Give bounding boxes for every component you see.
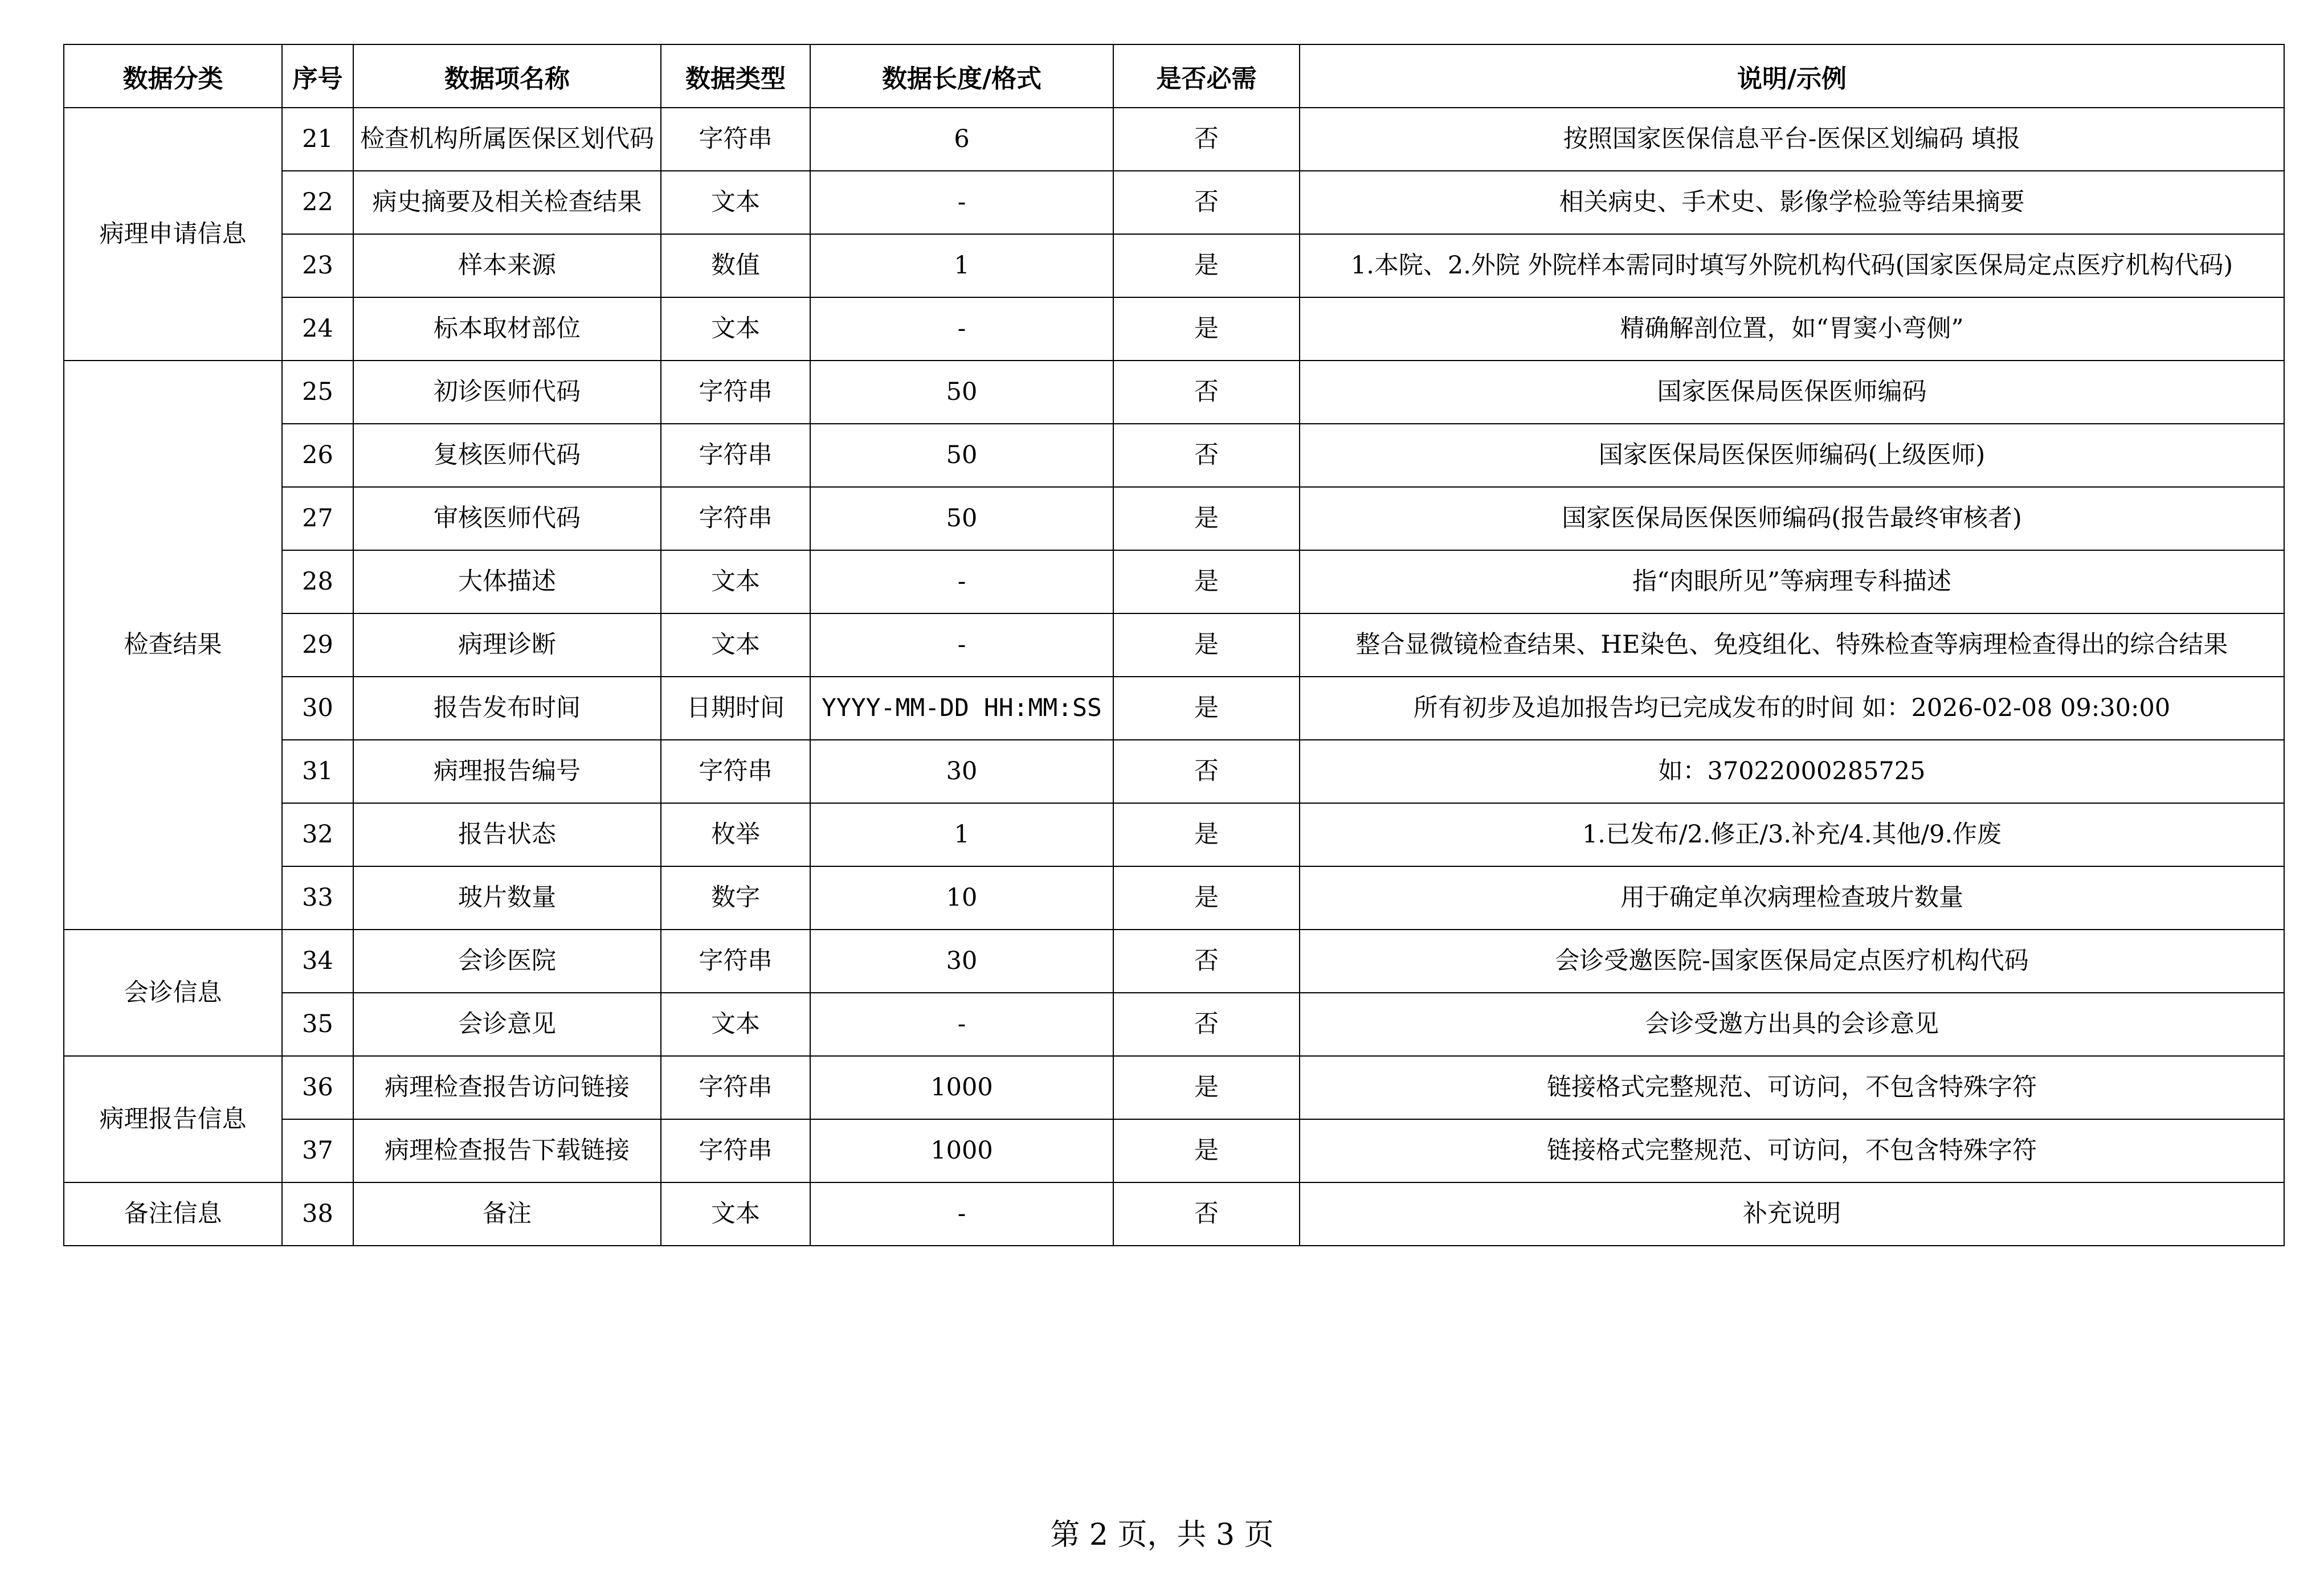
cell-type: 文本 — [661, 550, 810, 613]
cell-desc: 会诊受邀医院-国家医保局定点医疗机构代码 — [1300, 930, 2284, 993]
cell-length: 10 — [810, 866, 1113, 930]
cell-type: 文本 — [661, 297, 810, 361]
table-row — [64, 297, 2284, 361]
cell-category: 备注信息 — [64, 1182, 282, 1246]
cell-type: 数值 — [661, 234, 810, 297]
cell-required: 否 — [1113, 171, 1300, 234]
table-row — [64, 108, 2284, 171]
cell-length: YYYY-MM-DD HH:MM:SS — [810, 677, 1113, 740]
cell-desc: 相关病史、手术史、影像学检验等结果摘要 — [1300, 171, 2284, 234]
cell-seq: 25 — [282, 361, 353, 424]
cell-name: 病理诊断 — [353, 613, 661, 677]
cell-length: 1000 — [810, 1119, 1113, 1182]
cell-seq: 31 — [282, 740, 353, 803]
cell-type: 字符串 — [661, 361, 810, 424]
cell-name: 病理检查报告下载链接 — [353, 1119, 661, 1182]
cell-name: 玻片数量 — [353, 866, 661, 930]
header-length: 数据长度/格式 — [810, 44, 1113, 108]
cell-name: 复核医师代码 — [353, 424, 661, 487]
table-row — [64, 361, 2284, 424]
cell-seq: 29 — [282, 613, 353, 677]
cell-name: 备注 — [353, 1182, 661, 1246]
cell-seq: 32 — [282, 803, 353, 866]
cell-seq: 34 — [282, 930, 353, 993]
table-row — [64, 613, 2284, 677]
cell-seq: 35 — [282, 993, 353, 1056]
cell-required: 是 — [1113, 487, 1300, 550]
header-type: 数据类型 — [661, 44, 810, 108]
cell-name: 会诊意见 — [353, 993, 661, 1056]
cell-required: 否 — [1113, 930, 1300, 993]
cell-seq: 36 — [282, 1056, 353, 1119]
cell-type: 字符串 — [661, 930, 810, 993]
cell-required: 是 — [1113, 1056, 1300, 1119]
table-row — [64, 740, 2284, 803]
cell-length: 50 — [810, 487, 1113, 550]
cell-type: 文本 — [661, 171, 810, 234]
cell-desc: 按照国家医保信息平台-医保区划编码 填报 — [1300, 108, 2284, 171]
cell-type: 字符串 — [661, 1056, 810, 1119]
cell-desc: 补充说明 — [1300, 1182, 2284, 1246]
cell-desc: 所有初步及追加报告均已完成发布的时间 如：2026-02-08 09:30:00 — [1300, 677, 2284, 740]
cell-required: 否 — [1113, 108, 1300, 171]
cell-length: 1 — [810, 803, 1113, 866]
cell-type: 字符串 — [661, 424, 810, 487]
cell-name: 病史摘要及相关检查结果 — [353, 171, 661, 234]
cell-length: - — [810, 1182, 1113, 1246]
table-row — [64, 803, 2284, 866]
cell-type: 文本 — [661, 993, 810, 1056]
cell-seq: 38 — [282, 1182, 353, 1246]
cell-name: 审核医师代码 — [353, 487, 661, 550]
cell-required: 是 — [1113, 550, 1300, 613]
cell-name: 检查机构所属医保区划代码 — [353, 108, 661, 171]
cell-name: 标本取材部位 — [353, 297, 661, 361]
cell-seq: 27 — [282, 487, 353, 550]
table-row — [64, 930, 2284, 993]
cell-desc: 链接格式完整规范、可访问，不包含特殊字符 — [1300, 1056, 2284, 1119]
header-required: 是否必需 — [1113, 44, 1300, 108]
cell-required: 是 — [1113, 677, 1300, 740]
header-name: 数据项名称 — [353, 44, 661, 108]
header-desc: 说明/示例 — [1300, 44, 2284, 108]
cell-seq: 24 — [282, 297, 353, 361]
table-row — [64, 993, 2284, 1056]
cell-name: 初诊医师代码 — [353, 361, 661, 424]
cell-required: 是 — [1113, 1119, 1300, 1182]
cell-category: 检查结果 — [64, 361, 282, 930]
cell-desc: 国家医保局医保医师编码(上级医师) — [1300, 424, 2284, 487]
cell-required: 否 — [1113, 424, 1300, 487]
cell-seq: 21 — [282, 108, 353, 171]
table-row — [64, 866, 2284, 930]
header-seq: 序号 — [282, 44, 353, 108]
cell-type: 字符串 — [661, 1119, 810, 1182]
cell-length: - — [810, 171, 1113, 234]
cell-type: 字符串 — [661, 487, 810, 550]
cell-required: 是 — [1113, 234, 1300, 297]
cell-seq: 23 — [282, 234, 353, 297]
cell-desc: 用于确定单次病理检查玻片数量 — [1300, 866, 2284, 930]
cell-length: 30 — [810, 930, 1113, 993]
cell-required: 是 — [1113, 866, 1300, 930]
cell-length: 1 — [810, 234, 1113, 297]
cell-type: 文本 — [661, 1182, 810, 1246]
table-row — [64, 550, 2284, 613]
table-row — [64, 1056, 2284, 1119]
cell-length: - — [810, 297, 1113, 361]
cell-desc: 如：37022000285725 — [1300, 740, 2284, 803]
cell-type: 日期时间 — [661, 677, 810, 740]
table-header-row — [64, 44, 2284, 108]
cell-name: 会诊医院 — [353, 930, 661, 993]
cell-desc: 国家医保局医保医师编码 — [1300, 361, 2284, 424]
cell-name: 报告发布时间 — [353, 677, 661, 740]
cell-type: 枚举 — [661, 803, 810, 866]
cell-seq: 37 — [282, 1119, 353, 1182]
cell-name: 大体描述 — [353, 550, 661, 613]
table-row — [64, 424, 2284, 487]
cell-length: 50 — [810, 424, 1113, 487]
cell-category: 病理报告信息 — [64, 1056, 282, 1182]
cell-required: 否 — [1113, 1182, 1300, 1246]
cell-category: 会诊信息 — [64, 930, 282, 1056]
cell-desc: 整合显微镜检查结果、HE染色、免疫组化、特殊检查等病理检查得出的综合结果 — [1300, 613, 2284, 677]
table-body — [64, 108, 2284, 1246]
page-footer: 第 2 页，共 3 页 — [1050, 1518, 1274, 1552]
cell-required: 是 — [1113, 803, 1300, 866]
cell-seq: 30 — [282, 677, 353, 740]
cell-seq: 22 — [282, 171, 353, 234]
cell-desc: 会诊受邀方出具的会诊意见 — [1300, 993, 2284, 1056]
cell-name: 报告状态 — [353, 803, 661, 866]
table-row — [64, 1119, 2284, 1182]
cell-desc: 1.本院、2.外院 外院样本需同时填写外院机构代码(国家医保局定点医疗机构代码) — [1300, 234, 2284, 297]
cell-desc: 链接格式完整规范、可访问，不包含特殊字符 — [1300, 1119, 2284, 1182]
cell-required: 是 — [1113, 613, 1300, 677]
cell-seq: 26 — [282, 424, 353, 487]
cell-type: 字符串 — [661, 108, 810, 171]
cell-required: 否 — [1113, 361, 1300, 424]
table-row — [64, 677, 2284, 740]
cell-type: 字符串 — [661, 740, 810, 803]
cell-desc: 精确解剖位置，如“胃窦小弯侧” — [1300, 297, 2284, 361]
table-row — [64, 487, 2284, 550]
header-category: 数据分类 — [64, 44, 282, 108]
cell-length: - — [810, 613, 1113, 677]
cell-required: 否 — [1113, 740, 1300, 803]
cell-name: 样本来源 — [353, 234, 661, 297]
cell-length: - — [810, 993, 1113, 1056]
cell-length: 6 — [810, 108, 1113, 171]
cell-name: 病理检查报告访问链接 — [353, 1056, 661, 1119]
data-spec-table — [63, 44, 2285, 1246]
cell-category: 病理申请信息 — [64, 108, 282, 361]
table-row — [64, 1182, 2284, 1246]
cell-seq: 28 — [282, 550, 353, 613]
cell-type: 文本 — [661, 613, 810, 677]
cell-desc: 1.已发布/2.修正/3.补充/4.其他/9.作废 — [1300, 803, 2284, 866]
cell-length: 30 — [810, 740, 1113, 803]
cell-desc: 国家医保局医保医师编码(报告最终审核者) — [1300, 487, 2284, 550]
table-row — [64, 234, 2284, 297]
cell-length: - — [810, 550, 1113, 613]
cell-name: 病理报告编号 — [353, 740, 661, 803]
cell-type: 数字 — [661, 866, 810, 930]
cell-length: 50 — [810, 361, 1113, 424]
cell-required: 否 — [1113, 993, 1300, 1056]
cell-desc: 指“肉眼所见”等病理专科描述 — [1300, 550, 2284, 613]
cell-length: 1000 — [810, 1056, 1113, 1119]
cell-required: 是 — [1113, 297, 1300, 361]
cell-seq: 33 — [282, 866, 353, 930]
table-row — [64, 171, 2284, 234]
